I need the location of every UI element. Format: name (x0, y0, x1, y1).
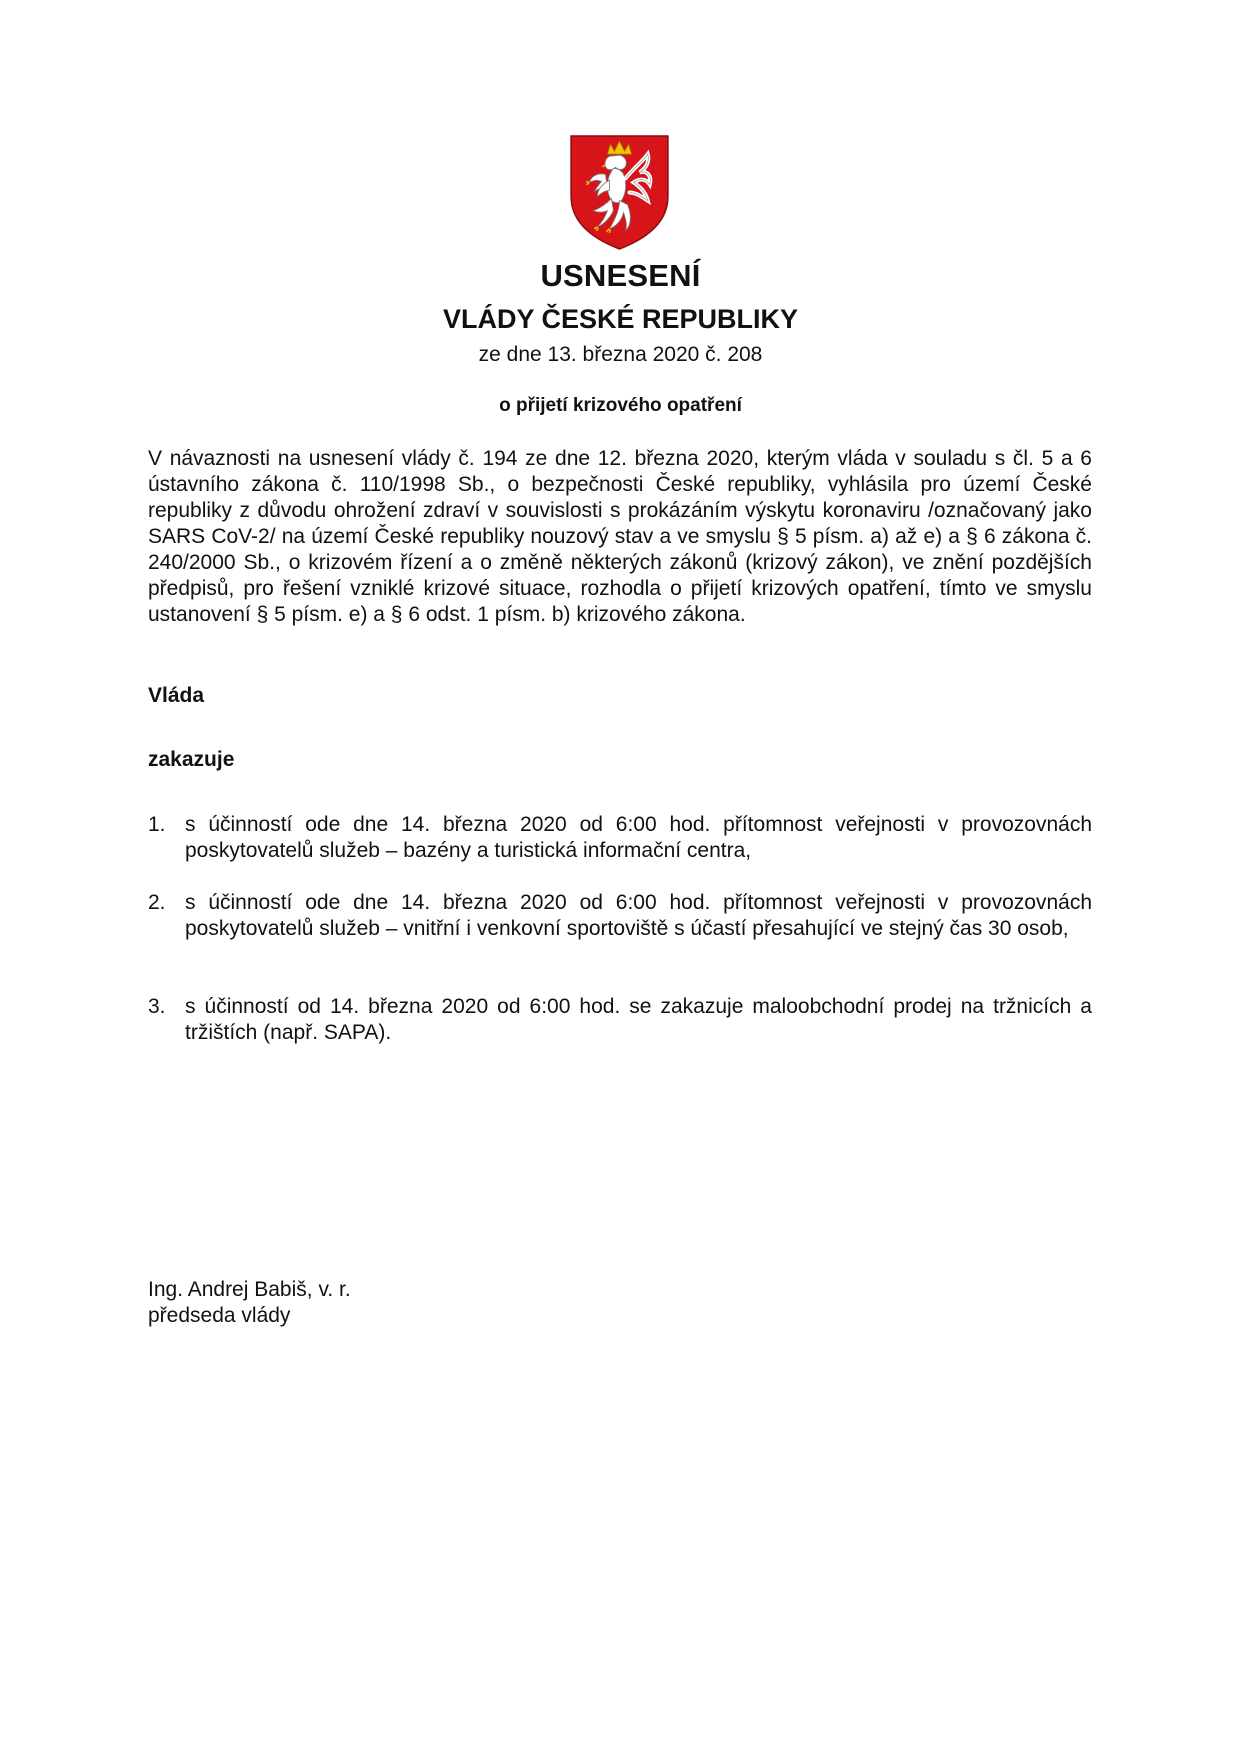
list-item (148, 812, 1092, 864)
list-item (148, 994, 1092, 1046)
list-item-number: 1. (148, 813, 166, 836)
document-date-line: ze dne 13. března 2020 č. 208 (478, 343, 763, 366)
czech-coat-of-arms-icon (569, 134, 670, 251)
list-item-text: s účinností od 14. března 2020 od 6:00 hod. se zakazuje maloobchodní prodej na tržnicích a tržištích (např. SAPA). (185, 995, 1092, 1044)
resolution-verb: zakazuje (148, 748, 235, 771)
signature-role: předseda vlády (148, 1304, 291, 1327)
signature-name: Ing. Andrej Babiš, v. r. (148, 1278, 351, 1301)
list-item-text: s účinností ode dne 14. března 2020 od 6:00 hod. přítomnost veřejnosti v provozovnách poskytovatelů služeb – bazény a turistická informační centra, (185, 813, 1092, 862)
document-subtitle: VLÁDY ČESKÉ REPUBLIKY (442, 304, 799, 334)
subject-actor: Vláda (148, 684, 205, 707)
signature-block (148, 1277, 351, 1329)
list-item-text: s účinností ode dne 14. března 2020 od 6:00 hod. přítomnost veřejnosti v provozovnách poskytovatelů služeb – vnitřní i venkovní sportoviště s účastí přesahující ve stejný čas 30 osob, (185, 891, 1092, 940)
list-item (148, 890, 1092, 942)
document-subject: o přijetí krizového opatření (499, 395, 742, 416)
list-item-number: 2. (148, 891, 166, 914)
list-item-number: 3. (148, 995, 166, 1018)
document-title: USNESENÍ (540, 258, 701, 293)
intro-paragraph: V návaznosti na usnesení vlády č. 194 ze dne 12. března 2020, kterým vláda v souladu s čl. 5 a 6 ústavního zákona č. 110/1998 Sb., o bezpečnosti České republiky, vyhlásila pro území České republiky z důvodu ohrožení zdraví v souvislosti s prokázáním výskytu koronaviru /označovaný jako SARS CoV-2/ na území České republiky nouzový stav a ve smyslu § 5 písm. a) až e) a § 6 zákona č. 240/2000 Sb., o krizovém řízení a o změně některých zákonů (krizový zákon), ve znění pozdějších předpisů, pro řešení vzniklé krizové situace, rozhodla o přijetí krizových opatření, tímto ve smyslu ustanovení § 5 písm. e) a § 6 odst. 1 písm. b) krizového zákona. (148, 447, 1092, 626)
